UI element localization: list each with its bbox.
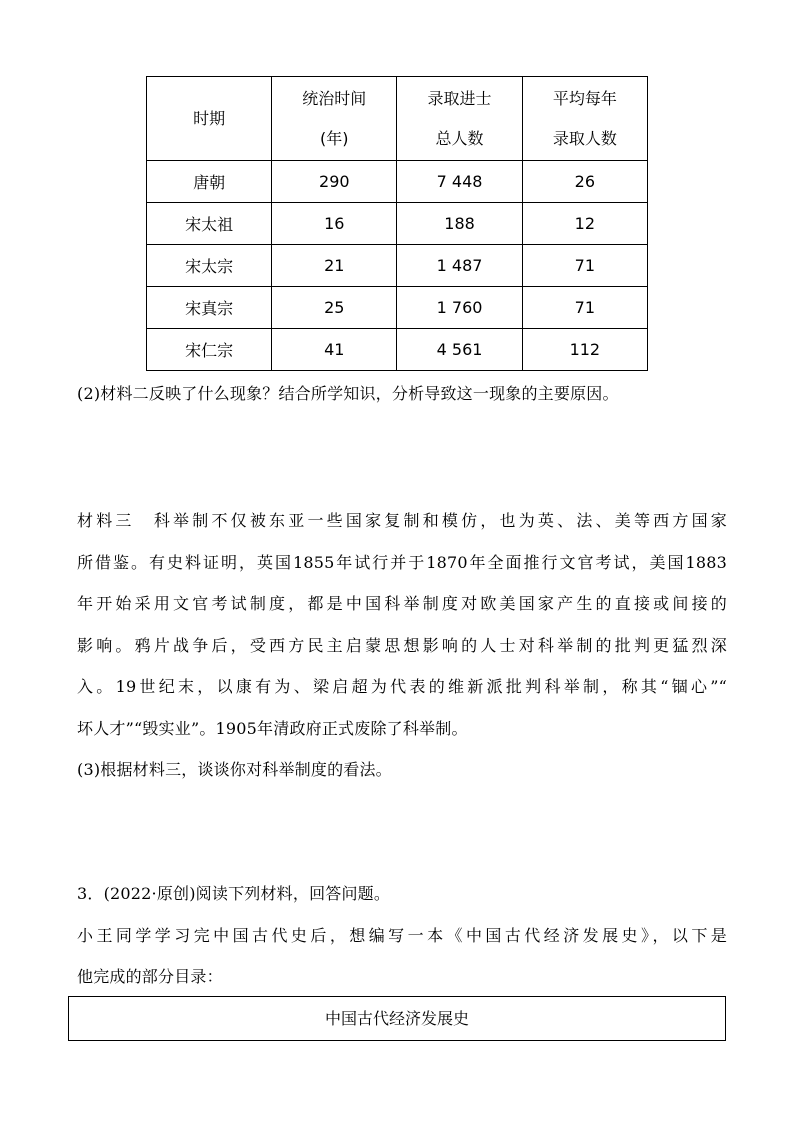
cell-reign-years: 16 xyxy=(272,203,397,245)
header-reign-years: 统治时间 (年) xyxy=(272,77,397,161)
material-3-line: 材料三 科举制不仅被东亚一些国家复制和模仿，也为英、法、美等西方国家 xyxy=(77,511,727,530)
question-3: (3)根据材料三，谈谈你对科举制度的看法。 xyxy=(77,760,392,779)
cell-reign-years: 290 xyxy=(272,161,397,203)
toc-title-box xyxy=(68,996,726,1041)
cell-period: 宋仁宗 xyxy=(147,329,272,371)
cell-annual-average: 26 xyxy=(522,161,647,203)
cell-annual-average: 71 xyxy=(522,287,647,329)
toc-title: 中国古代经济发展史 xyxy=(324,1009,469,1028)
header-total-jinshi: 录取进士 总人数 xyxy=(397,77,522,161)
cell-period: 宋太祖 xyxy=(147,203,272,245)
table-row xyxy=(147,203,648,245)
cell-total-jinshi: 188 xyxy=(397,203,522,245)
material-3-line: 坏人才”“毁实业”。1905年清政府正式废除了科举制。 xyxy=(77,718,468,738)
material-3-line: 所借鉴。有史料证明，英国1855年试行并于1870年全面推行文官考试，美国1883 xyxy=(77,552,727,572)
header-annual-average: 平均每年 录取人数 xyxy=(522,77,647,161)
material-3-line: 年开始采用文官考试制度，都是中国科举制度对欧美国家产生的直接或间接的 xyxy=(77,594,727,613)
cell-total-jinshi: 1 487 xyxy=(397,245,522,287)
header-period: 时期 xyxy=(147,77,272,161)
imperial-exam-table xyxy=(146,76,648,371)
cell-period: 宋太宗 xyxy=(147,245,272,287)
problem-3-line: 小王同学学习完中国古代史后，想编写一本《中国古代经济发展史》，以下是 xyxy=(77,925,727,945)
problem-3-line: 他完成的部分目录： xyxy=(77,967,223,986)
table-row xyxy=(147,245,648,287)
problem-3 xyxy=(77,873,727,998)
material-3 xyxy=(77,500,727,791)
cell-reign-years: 21 xyxy=(272,245,397,287)
cell-annual-average: 71 xyxy=(522,245,647,287)
material-3-line: 影响。鸦片战争后，受西方民主启蒙思想影响的人士对科举制的批判更猛烈深 xyxy=(77,635,727,655)
cell-total-jinshi: 1 760 xyxy=(397,287,522,329)
cell-total-jinshi: 4 561 xyxy=(397,329,522,371)
cell-annual-average: 112 xyxy=(522,329,647,371)
table-row xyxy=(147,287,648,329)
cell-reign-years: 41 xyxy=(272,329,397,371)
cell-period: 宋真宗 xyxy=(147,287,272,329)
problem-3-header: 3．(2022·原创)阅读下列材料，回答问题。 xyxy=(77,884,391,903)
material-3-line: 入。19世纪末，以康有为、梁启超为代表的维新派批判科举制，称其“锢心”“ xyxy=(77,677,727,696)
cell-total-jinshi: 7 448 xyxy=(397,161,522,203)
question-2: (2)材料二反映了什么现象？结合所学知识，分析导致这一现象的主要原因。 xyxy=(77,384,619,403)
table-row xyxy=(147,329,648,371)
table-header-row xyxy=(147,77,648,161)
cell-period: 唐朝 xyxy=(147,161,272,203)
cell-annual-average: 12 xyxy=(522,203,647,245)
cell-reign-years: 25 xyxy=(272,287,397,329)
table-row xyxy=(147,161,648,203)
